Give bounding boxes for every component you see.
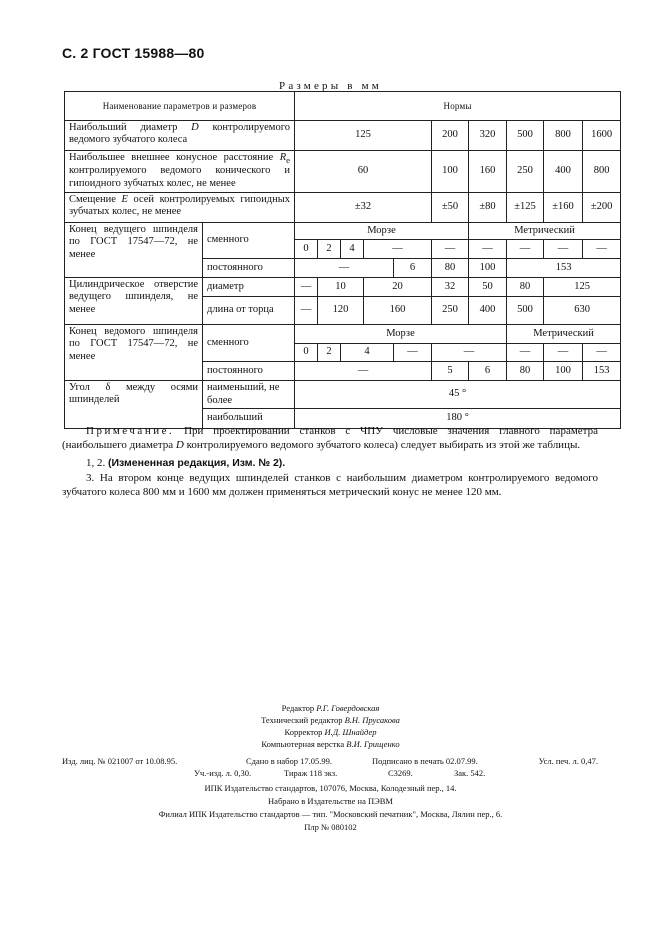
drive-removable-label: сменного xyxy=(203,223,295,259)
note-title: Примечание. xyxy=(86,425,175,437)
driven-removable-value: 2 xyxy=(318,344,341,362)
diameter-value: 200 xyxy=(432,121,469,151)
publisher-line: Плр № 080102 xyxy=(304,822,357,832)
driven-morse-header: Морзе xyxy=(295,325,507,344)
angle-max-value: 180 ° xyxy=(295,409,621,429)
row-max-diameter xyxy=(65,121,621,151)
offset-value: ±200 xyxy=(583,193,621,223)
row-angle-min xyxy=(65,381,621,409)
cone-distance-label: Наибольшее внешнее конусное расстояние $R_e$ контролируемого ведомого конического и гипоидного зубчатых колес, не менее xyxy=(65,151,295,193)
imprint-code: С3269. xyxy=(388,768,413,778)
credits-block xyxy=(0,702,661,750)
diameter-value: 800 xyxy=(544,121,583,151)
row-bore-diameter xyxy=(65,278,621,297)
row-drive-end-taper-types xyxy=(65,223,621,240)
max-diameter-label: Наибольший диаметр D контролируемого ведомого зубчатого колеса xyxy=(65,121,295,151)
diameter-value: 320 xyxy=(469,121,507,151)
cone-value: 60 xyxy=(295,151,432,193)
bore-length-value: 160 xyxy=(364,297,432,325)
drive-permanent-value: 80 xyxy=(432,259,469,278)
angle-max-label: наибольший xyxy=(203,409,295,429)
axis-offset-label: Смещение E осей контролируемых гипоидных зубчатых колес, не менее xyxy=(65,193,295,223)
diameter-value: 1600 xyxy=(583,121,621,151)
driven-permanent-value: 100 xyxy=(544,362,583,381)
drive-removable-value: 2 xyxy=(318,240,341,259)
driven-removable-value: — xyxy=(544,344,583,362)
angle-label: Угол δ между осями шпинделей xyxy=(65,381,203,429)
driven-removable-value: — xyxy=(507,344,544,362)
bore-length-value: 630 xyxy=(544,297,621,325)
diameter-value: 125 xyxy=(295,121,432,151)
bore-diameter-value: 20 xyxy=(364,278,432,297)
drive-removable-value: — xyxy=(507,240,544,259)
bore-diameter-value: 32 xyxy=(432,278,469,297)
driven-permanent-value: 5 xyxy=(432,362,469,381)
diameter-value: 500 xyxy=(507,121,544,151)
offset-value: ±50 xyxy=(432,193,469,223)
row-cone-distance xyxy=(65,151,621,193)
bore-label: Цилиндрическое отверстие ведущего шпинделя, не менее xyxy=(65,278,203,325)
cone-value: 250 xyxy=(507,151,544,193)
header-norms: Нормы xyxy=(295,92,621,121)
bore-diameter-value: 10 xyxy=(318,278,364,297)
driven-permanent-value: — xyxy=(295,362,432,381)
drive-removable-value: 0 xyxy=(295,240,318,259)
driven-removable-value: — xyxy=(394,344,432,362)
driven-removable-value: 4 xyxy=(341,344,394,362)
driven-removable-value: 0 xyxy=(295,344,318,362)
cone-value: 800 xyxy=(583,151,621,193)
imprint-order: Зак. 542. xyxy=(454,768,486,778)
driven-permanent-label: постоянного xyxy=(203,362,295,381)
driven-permanent-value: 6 xyxy=(469,362,507,381)
publisher-line: Филиал ИПК Издательство стандартов — тип. "Московский печатник", Москва, Лялин пер., 6. xyxy=(158,809,503,819)
cone-value: 160 xyxy=(469,151,507,193)
bore-diameter-value: 125 xyxy=(544,278,621,297)
drive-removable-value: — xyxy=(364,240,432,259)
driven-metric-header: Метрический xyxy=(507,325,621,344)
credit-editor: Редактор Р.Г. Говердовская xyxy=(281,703,380,713)
credit-proofreader: Корректор И.Д. Шнайдер xyxy=(284,727,377,737)
drive-permanent-value: 6 xyxy=(394,259,432,278)
drive-end-label: Конец ведущего шпинделя по ГОСТ 17547—72, не менее xyxy=(65,223,203,278)
page-header: С. 2 ГОСТ 15988—80 xyxy=(62,45,205,61)
offset-value: ±125 xyxy=(507,193,544,223)
imprint-pub-sheets: Уч.-изд. л. 0,30. xyxy=(194,768,252,778)
bore-length-label: длина от торца xyxy=(203,297,295,325)
angle-min-value: 45 ° xyxy=(295,381,621,409)
publisher-block xyxy=(0,782,661,834)
table-units-caption: Размеры в мм xyxy=(279,80,382,92)
row-axis-offset xyxy=(65,193,621,223)
driven-removable-value: — xyxy=(583,344,621,362)
driven-removable-label: сменного xyxy=(203,325,295,362)
imprint-run: Тираж 118 экз. xyxy=(284,768,338,778)
driven-permanent-value: 80 xyxy=(507,362,544,381)
drive-metric-header: Метрический xyxy=(469,223,621,240)
credit-layout: Компьютерная верстка В.И. Грищенко xyxy=(261,739,400,749)
table-header-row xyxy=(65,92,621,121)
bore-diameter-label: диаметр xyxy=(203,278,295,297)
table-note: Примечание. При проектировании станков с ЧПУ числовые значения главного параметра (наибольшего диаметра D контролируемого ведомого зубчатого колеса) следует выбирать из этой же таблицы. xyxy=(62,425,598,451)
bore-length-value: 120 xyxy=(318,297,364,325)
credit-tech-editor: Технический редактор В.Н. Прусакова xyxy=(261,715,400,725)
drive-morse-header: Морзе xyxy=(295,223,469,240)
imprint-print-sheets: Усл. печ. л. 0,47. xyxy=(538,756,598,766)
publisher-line: ИПК Издательство стандартов, 107076, Москва, Колодезный пер., 14. xyxy=(204,783,457,793)
amendment-note: (Измененная редакция, Изм. № 2). xyxy=(108,457,286,469)
driven-removable-value: — xyxy=(432,344,507,362)
drive-removable-value: 4 xyxy=(341,240,364,259)
amendment-paragraph: 1, 2. (Измененная редакция, Изм. № 2). xyxy=(86,457,286,469)
drive-removable-value: — xyxy=(544,240,583,259)
bore-length-value: — xyxy=(295,297,318,325)
header-parameters: Наименование параметров и размеров xyxy=(65,92,295,121)
bore-diameter-value: 80 xyxy=(507,278,544,297)
imprint-submitted: Сдано в набор 17.05.99. xyxy=(246,756,332,766)
offset-value: ±32 xyxy=(295,193,432,223)
cone-value: 400 xyxy=(544,151,583,193)
imprint-license: Изд. лиц. № 021007 от 10.08.95. xyxy=(62,756,178,766)
drive-permanent-value: 100 xyxy=(469,259,507,278)
drive-removable-value: — xyxy=(469,240,507,259)
driven-end-label: Конец ведомого шпинделя по ГОСТ 17547—72, не менее xyxy=(65,325,203,381)
bore-diameter-value: 50 xyxy=(469,278,507,297)
driven-permanent-value: 153 xyxy=(583,362,621,381)
row-driven-end-taper-types xyxy=(65,325,621,344)
drive-removable-value: — xyxy=(432,240,469,259)
cone-value: 100 xyxy=(432,151,469,193)
drive-permanent-label: постоянного xyxy=(203,259,295,278)
drive-permanent-value: 153 xyxy=(507,259,621,278)
bore-diameter-value: — xyxy=(295,278,318,297)
bore-length-value: 500 xyxy=(507,297,544,325)
bore-length-value: 400 xyxy=(469,297,507,325)
offset-value: ±160 xyxy=(544,193,583,223)
drive-permanent-value: — xyxy=(295,259,394,278)
bore-length-value: 250 xyxy=(432,297,469,325)
angle-min-label: наименьший, не более xyxy=(203,381,295,409)
clause-3-paragraph: 3. На втором конце ведущих шпинделей станков с наибольшим диаметром контролируемого ведомого зубчатого колеса 800 мм и 1600 мм должен применяться метрический конус не менее 120 мм. xyxy=(62,472,598,498)
publisher-line: Набрано в Издательстве на ПЭВМ xyxy=(268,796,393,806)
imprint-signed: Подписано в печать 02.07.99. xyxy=(372,756,478,766)
offset-value: ±80 xyxy=(469,193,507,223)
drive-removable-value: — xyxy=(583,240,621,259)
parameters-table xyxy=(64,91,621,429)
